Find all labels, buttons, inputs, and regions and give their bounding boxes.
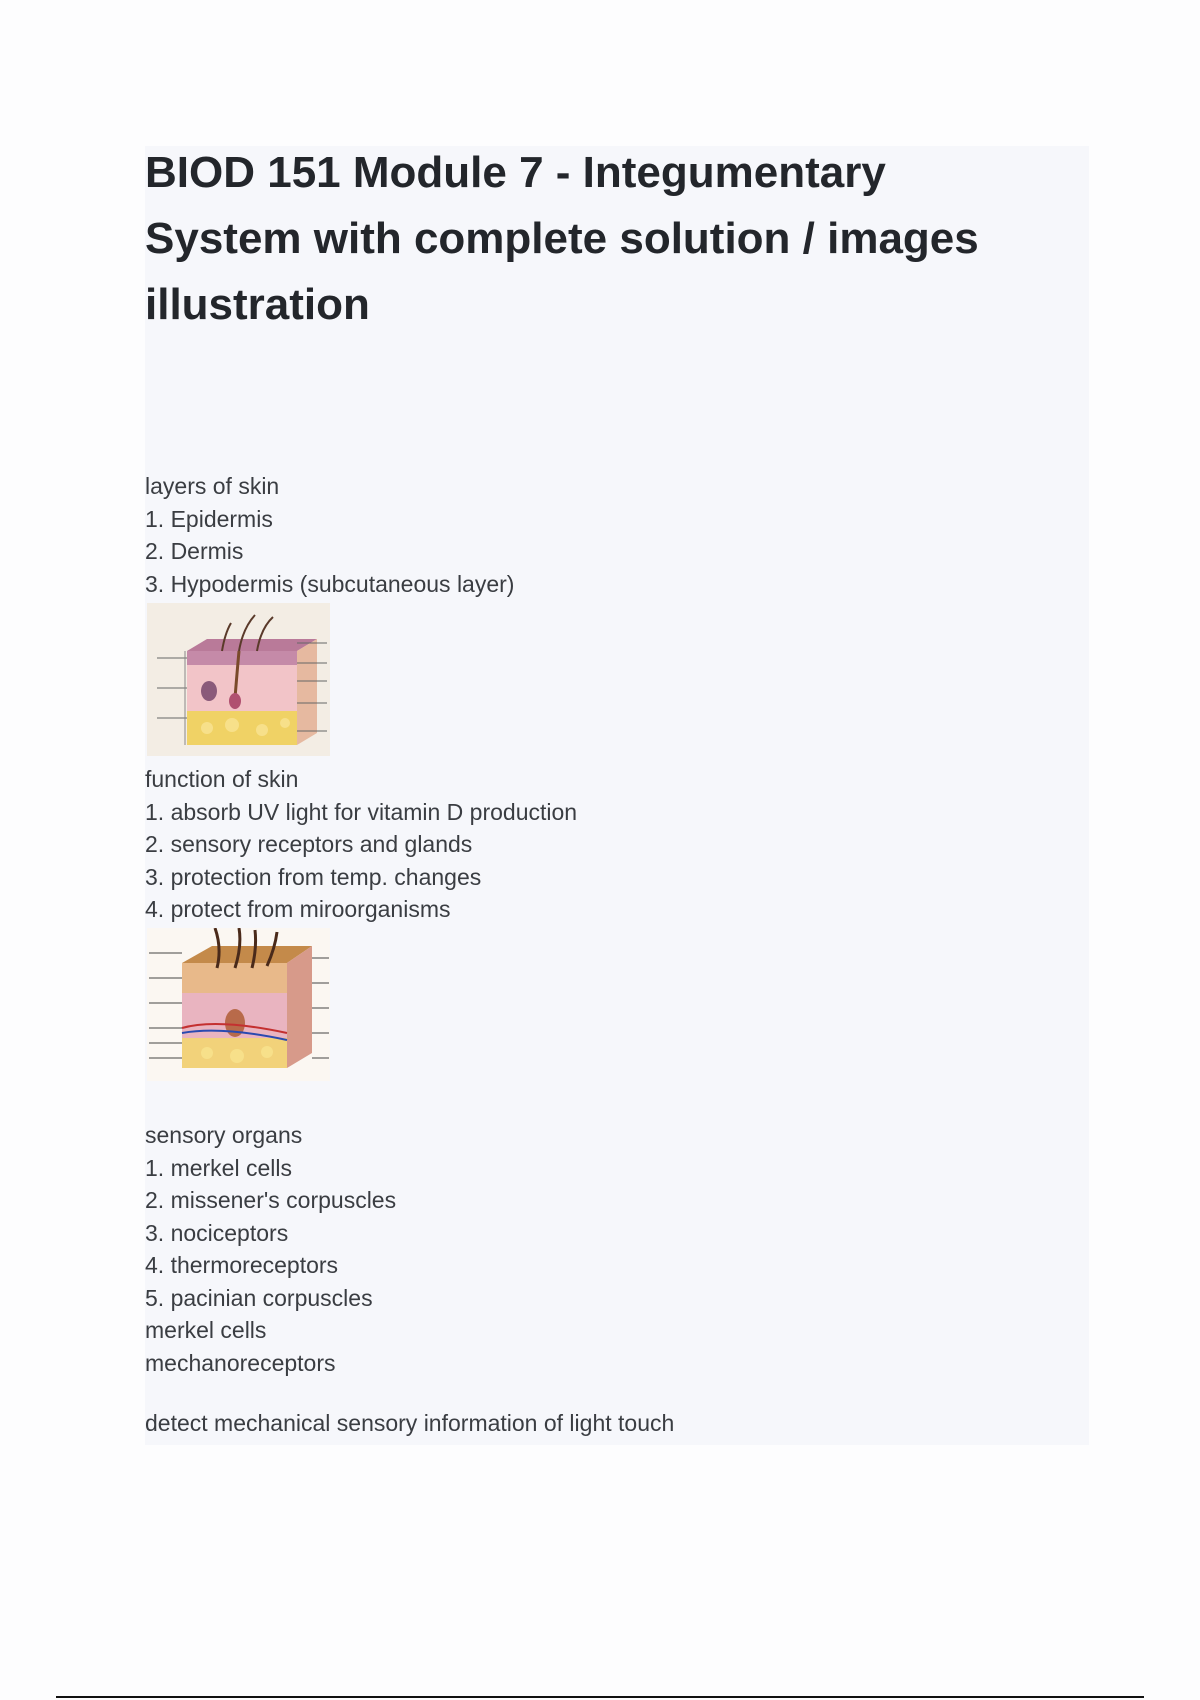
term-line: merkel cells — [145, 1317, 267, 1343]
section-definition — [145, 1407, 674, 1440]
footer-divider — [56, 1696, 1144, 1698]
skin-layers-diagram-icon — [147, 603, 330, 756]
list-item: 3. protection from temp. changes — [145, 863, 482, 890]
page-title: BIOD 151 Module 7 - Integumentary System with complete solution / images illustration — [145, 148, 979, 329]
list-item: 3. nociceptors — [145, 1219, 289, 1246]
list-item: 5. pacinian corpuscles — [145, 1284, 373, 1311]
list-item: 1. Epidermis — [145, 505, 273, 532]
list-item: 1. merkel cells — [145, 1154, 292, 1181]
list-item: 4. thermoreceptors — [145, 1252, 339, 1278]
section-sensory-organs — [145, 1119, 396, 1379]
list-item: 3. Hypodermis (subcutaneous layer) — [145, 570, 515, 597]
list-item: 2. missener's corpuscles — [145, 1187, 397, 1213]
section-heading: function of skin — [145, 766, 299, 792]
list-item: 2. Dermis — [145, 538, 244, 564]
section-layers-of-skin — [145, 470, 514, 600]
section-heading: sensory organs — [145, 1122, 303, 1148]
definition-text: detect mechanical sensory information of light touch — [145, 1410, 675, 1436]
term-line: mechanoreceptors — [145, 1349, 336, 1376]
skin-cross-section-diagram-icon — [147, 928, 330, 1081]
section-function-of-skin — [145, 763, 577, 926]
section-heading: layers of skin — [145, 473, 280, 499]
list-item: 2. sensory receptors and glands — [145, 831, 473, 857]
list-item: 4. protect from miroorganisms — [145, 896, 451, 922]
list-item: 1. absorb UV light for vitamin D production — [145, 798, 578, 825]
